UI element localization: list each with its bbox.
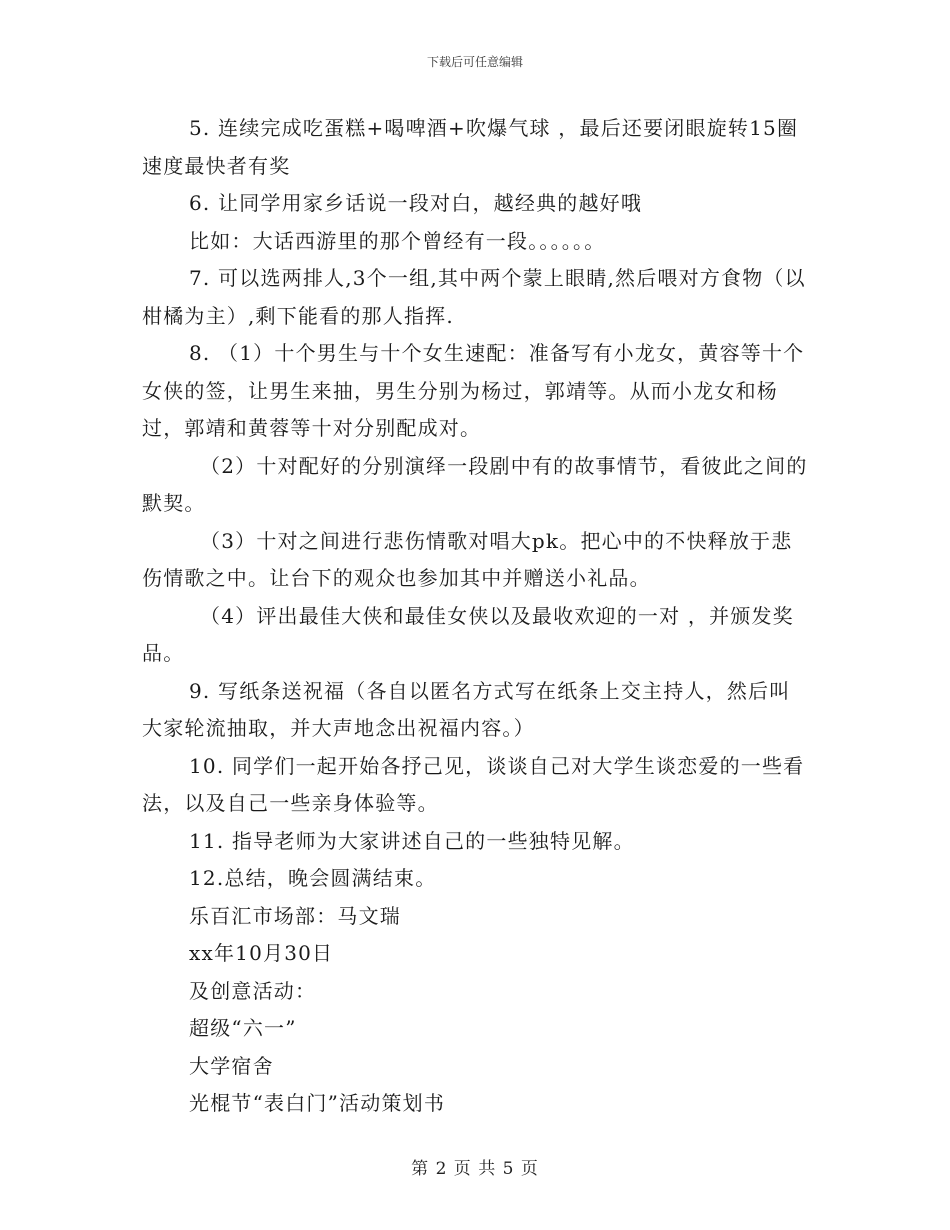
paragraph-item-8-3: （3）十对之间进行悲伤情歌对唱大pk。把心中的不快释放于悲伤情歌之中。让台下的观众也参加其中并赠送小礼品。 xyxy=(142,528,793,590)
paragraph-date: xx年10月30日 xyxy=(189,941,334,965)
paragraph-related-2: 大学宿舍 xyxy=(189,1053,274,1078)
paragraph-related-heading: 及创意活动： xyxy=(189,978,317,1003)
document-body xyxy=(142,110,810,1123)
paragraph-related-1: 超级“六一” xyxy=(189,1016,297,1040)
page-number-footer: 第 2 页 共 5 页 xyxy=(411,1159,539,1179)
paragraph-item-10: 10. 同学们一起开始各抒己见，谈谈自己对大学生谈恋爱的一些看法，以及自己一些亲身体验等。 xyxy=(142,753,805,815)
paragraph-item-8-2: （2）十对配好的分别演绎一段剧中有的故事情节，看彼此之间的默契。 xyxy=(142,453,808,515)
paragraph-item-12: 12.总结，晚会圆满结束。 xyxy=(189,866,437,890)
paragraph-item-11: 11. 指导老师为大家讲述自己的一些独特见解。 xyxy=(189,828,635,853)
paragraph-item-9: 9. 写纸条送祝福（各自以匿名方式写在纸条上交主持人，然后叫大家轮流抽取，并大声地念出祝福内容。） xyxy=(142,678,791,740)
page-header-note: 下载后可任意编辑 xyxy=(426,55,523,69)
paragraph-signature: 乐百汇市场部：马文瑞 xyxy=(189,903,401,928)
paragraph-item-7: 7. 可以选两排人,3个一组,其中两个蒙上眼睛,然后喂对方食物（以柑橘为主）,剩下能看的那人指挥. xyxy=(142,266,806,328)
paragraph-item-6: 6. 让同学用家乡话说一段对白，越经典的越好哦 xyxy=(189,191,643,215)
paragraph-related-3: 光棍节“表白门”活动策划书 xyxy=(189,1091,446,1115)
paragraph-example: 比如：大话西游里的那个曾经有一段。。。。。。 xyxy=(189,228,606,253)
paragraph-item-5: 5. 连续完成吃蛋糕+喝啤酒+吹爆气球 ，最后还要闭眼旋转15圈速度最快者有奖 xyxy=(142,116,799,178)
paragraph-item-8-1: 8. （1）十个男生与十个女生速配：准备写有小龙女，黄容等十个女侠的签，让男生来抽，男生分别为杨过，郭靖等。从而小龙女和杨过，郭靖和黄蓉等十对分别配成对。 xyxy=(142,341,805,440)
paragraph-item-8-4: （4）评出最佳大侠和最佳女侠以及最收欢迎的一对 ，并颁发奖品。 xyxy=(142,603,794,665)
